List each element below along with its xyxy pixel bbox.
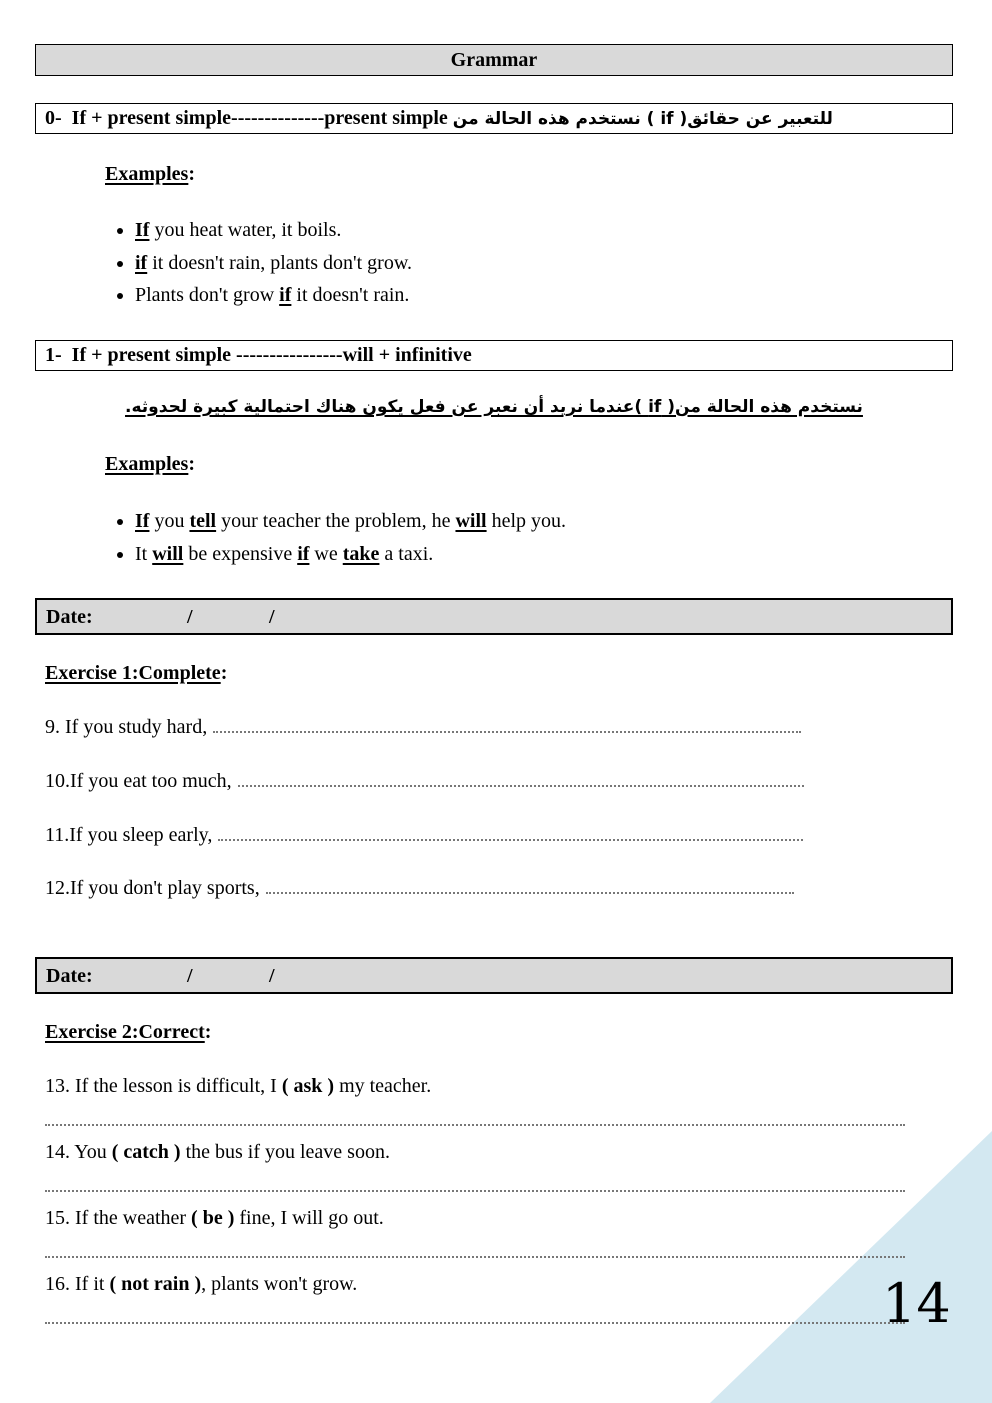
exercise-2-item: 16. If it ( not rain ), plants won't grow. bbox=[45, 1273, 358, 1295]
rule-1-box bbox=[35, 340, 953, 371]
date-label: Date: bbox=[46, 965, 93, 987]
rule-1-number: 1- bbox=[45, 344, 62, 366]
list-item: • It will be expensive if we take a taxi. bbox=[135, 540, 566, 573]
answer-line[interactable] bbox=[45, 1124, 905, 1126]
date-separator: / bbox=[269, 965, 275, 987]
rule-0-box bbox=[35, 103, 953, 134]
page-title: Grammar bbox=[450, 49, 538, 71]
date-bar-1 bbox=[35, 598, 953, 635]
list-item: • If you tell your teacher the problem, he will help you. bbox=[135, 507, 566, 540]
rule-1-arabic-note: نستخدم هذه الحالة من( if )عندما نريد أن نعبر عن فعل يكون هناك احتمالية كبيرة لحدوثه. bbox=[125, 397, 863, 417]
rule-0-formula: If + present simple--------------present simple bbox=[71, 107, 448, 129]
exercise-1-item: 12.If you don't play sports, bbox=[45, 877, 794, 900]
page-number: 14 bbox=[882, 1272, 951, 1335]
decorative-corner-triangle bbox=[710, 1131, 992, 1403]
answer-line[interactable] bbox=[45, 1322, 905, 1324]
list-item: • if it doesn't rain, plants don't grow. bbox=[135, 249, 412, 282]
date-bar-2 bbox=[35, 957, 953, 994]
exercise-1-item: 9. If you study hard, bbox=[45, 716, 801, 739]
date-separator: / bbox=[187, 606, 193, 628]
exercise-2-title: Exercise 2:Correct: bbox=[45, 1021, 212, 1043]
list-item: • If you heat water, it boils. bbox=[135, 216, 412, 249]
date-separator: / bbox=[269, 606, 275, 628]
exercise-2-item: 15. If the weather ( be ) fine, I will go out. bbox=[45, 1207, 384, 1229]
grammar-title-box bbox=[35, 44, 953, 76]
rule-0-examples-list bbox=[105, 216, 412, 314]
date-separator: / bbox=[187, 965, 193, 987]
list-item: • Plants don't grow if it doesn't rain. bbox=[135, 281, 412, 314]
exercise-1-item: 11.If you sleep early, bbox=[45, 824, 803, 847]
answer-blank[interactable] bbox=[213, 730, 801, 733]
rule-0-arabic: للتعبير عن حقائق( if ) نستخدم هذه الحالة من bbox=[452, 109, 833, 129]
rule-1-formula: If + present simple ----------------will + infinitive bbox=[71, 344, 472, 366]
answer-blank[interactable] bbox=[266, 891, 794, 894]
rule-1-arabic-note-wrap bbox=[35, 397, 953, 417]
exercise-2-item: 13. If the lesson is difficult, I ( ask ) my teacher. bbox=[45, 1075, 432, 1097]
examples-heading-1: Examples: bbox=[105, 453, 196, 475]
exercise-1-title: Exercise 1:Complete: bbox=[45, 662, 228, 684]
answer-blank[interactable] bbox=[218, 838, 803, 841]
answer-line[interactable] bbox=[45, 1190, 905, 1192]
rule-0-number: 0- bbox=[45, 107, 62, 129]
exercise-1-item: 10.If you eat too much, bbox=[45, 770, 804, 793]
answer-blank[interactable] bbox=[238, 784, 804, 787]
rule-1-examples-list bbox=[105, 507, 566, 572]
examples-heading-0: Examples: bbox=[105, 163, 196, 185]
exercise-2-item: 14. You ( catch ) the bus if you leave soon. bbox=[45, 1141, 390, 1163]
answer-line[interactable] bbox=[45, 1256, 905, 1258]
date-label: Date: bbox=[46, 606, 93, 628]
